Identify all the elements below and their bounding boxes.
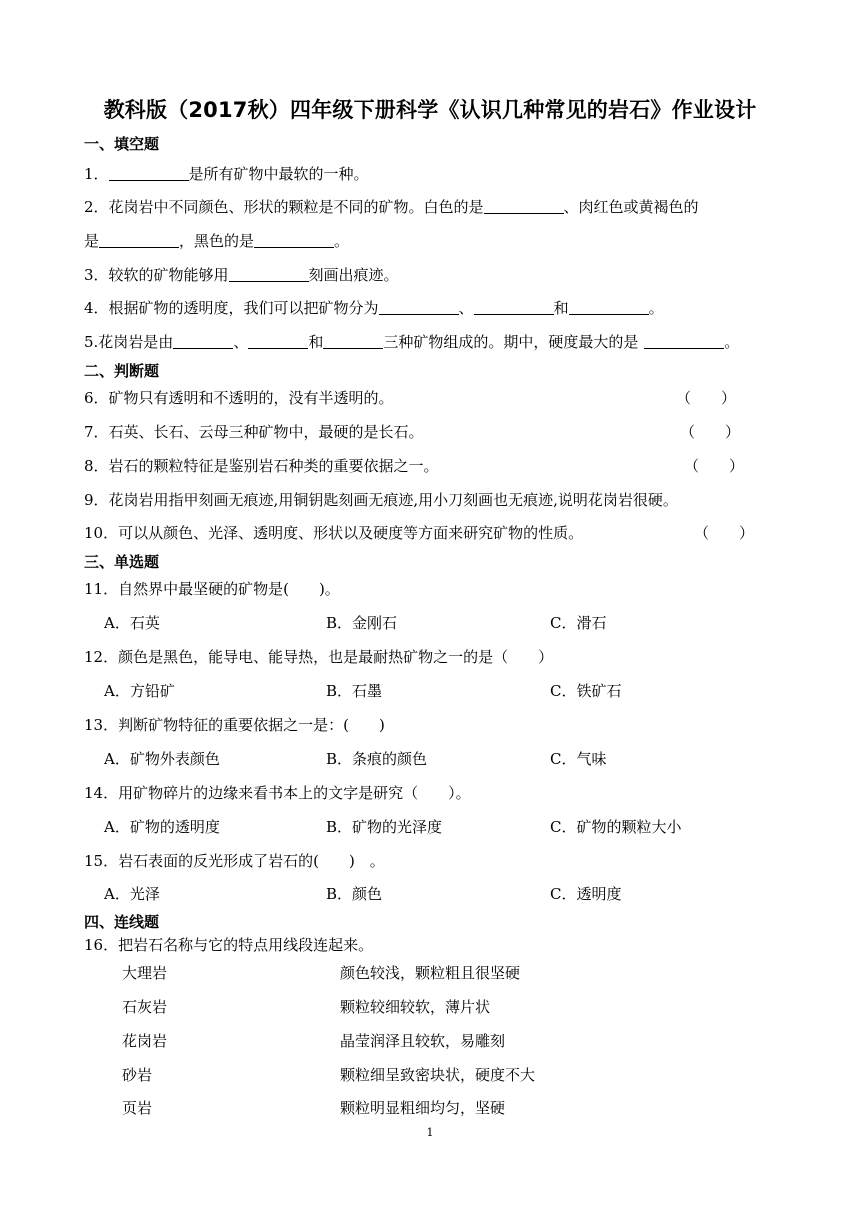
q2-text: 是	[84, 232, 100, 250]
option-c[interactable]: C．滑石	[550, 614, 607, 632]
question-4	[84, 297, 664, 318]
option-c[interactable]: C．矿物的颗粒大小	[550, 818, 682, 836]
option-c[interactable]: C．铁矿石	[550, 682, 622, 700]
question-16: 16．把岩石名称与它的特点用线段连起来。	[84, 936, 374, 954]
option-b[interactable]: B．矿物的光泽度	[326, 818, 443, 836]
question-6: 6．矿物只有透明和不透明的，没有半透明的。	[84, 389, 394, 407]
answer-blank[interactable]	[474, 299, 554, 315]
option-c[interactable]: C．透明度	[550, 885, 622, 903]
q4-text: 和	[553, 299, 569, 317]
section-choice-heading: 三、单选题	[84, 553, 160, 571]
question-10: 10．可以从颜色、光泽、透明度、形状以及硬度等方面来研究矿物的性质。	[84, 524, 584, 542]
q4-text: 。	[648, 299, 664, 317]
q3-text: 3．较软的矿物能够用	[84, 266, 229, 284]
q5-text: 三种矿物组成的。期中，硬度最大的是	[383, 333, 639, 351]
answer-blank[interactable]	[254, 232, 334, 248]
rock-name-item[interactable]: 砂岩	[122, 1066, 153, 1084]
question-8: 8．岩石的颗粒特征是鉴别岩石种类的重要依据之一。	[84, 457, 439, 475]
q1-number: 1．	[84, 165, 109, 183]
q2-text: 。	[334, 232, 350, 250]
q5-text: 和	[308, 333, 324, 351]
answer-parentheses[interactable]: （ ）	[694, 524, 755, 542]
option-b[interactable]: B．颜色	[326, 885, 383, 903]
rock-name-item[interactable]: 花岗岩	[122, 1032, 168, 1050]
answer-parentheses[interactable]: （ ）	[684, 457, 745, 475]
question-2-line-2	[84, 230, 349, 251]
q5-text: 、	[233, 333, 249, 351]
question-1	[84, 163, 369, 184]
question-2-line-1	[84, 196, 699, 217]
question-5	[84, 331, 739, 352]
question-13: 13．判断矿物特征的重要依据之一是：( )	[84, 716, 385, 734]
q2-text: 、肉红色或黄褐色的	[563, 198, 699, 216]
answer-blank[interactable]	[323, 333, 383, 349]
question-7: 7．石英、长石、云母三种矿物中，最硬的是长石。	[84, 423, 424, 441]
answer-blank[interactable]	[248, 333, 308, 349]
page-title: 教科版（2017秋）四年级下册科学《认识几种常见的岩石》作业设计	[103, 98, 757, 122]
rock-trait-item[interactable]: 颗粒明显粗细均匀，坚硬	[340, 1099, 506, 1117]
section-match-heading: 四、连线题	[84, 913, 160, 931]
rock-trait-item[interactable]: 颗粒细呈致密块状，硬度不大	[340, 1066, 536, 1084]
q5-text: 。	[724, 333, 740, 351]
answer-blank[interactable]	[484, 198, 564, 214]
option-b[interactable]: B．条痕的颜色	[326, 750, 428, 768]
q5-text: 5.花岗岩是由	[84, 333, 174, 351]
answer-parentheses[interactable]: （ ）	[680, 423, 741, 441]
option-a[interactable]: A．石英	[104, 614, 160, 632]
option-b[interactable]: B．金刚石	[326, 614, 398, 632]
option-b[interactable]: B．石墨	[326, 682, 383, 700]
q4-text: 、	[458, 299, 474, 317]
q2-text: ，黑色的是	[179, 232, 255, 250]
rock-name-item[interactable]: 石灰岩	[122, 998, 168, 1016]
rock-trait-item[interactable]: 颜色较浅，颗粒粗且很坚硬	[340, 964, 521, 982]
question-9: 9．花岗岩用指甲刻画无痕迹,用铜钥匙刻画无痕迹,用小刀刻画也无痕迹,说明花岗岩很硬。	[84, 491, 678, 509]
rock-name-item[interactable]: 大理岩	[122, 964, 168, 982]
answer-blank[interactable]	[644, 333, 724, 349]
rock-trait-item[interactable]: 晶莹润泽且较软，易雕刻	[340, 1032, 506, 1050]
q4-text: 4．根据矿物的透明度，我们可以把矿物分为	[84, 299, 379, 317]
question-14: 14．用矿物碎片的边缘来看书本上的文字是研究（ ）。	[84, 784, 471, 802]
answer-blank[interactable]	[109, 165, 189, 181]
answer-parentheses[interactable]: （ ）	[676, 389, 737, 407]
answer-blank[interactable]	[569, 299, 649, 315]
question-15: 15．岩石表面的反光形成了岩石的( ) 。	[84, 852, 385, 870]
option-c[interactable]: C．气味	[550, 750, 607, 768]
rock-trait-item[interactable]: 颗粒较细较软，薄片状	[340, 998, 491, 1016]
option-a[interactable]: A．方铅矿	[104, 682, 175, 700]
answer-blank[interactable]	[99, 232, 179, 248]
page-number: 1	[426, 1126, 434, 1139]
section-fill-heading: 一、填空题	[84, 135, 160, 153]
q1-text: 是所有矿物中最软的一种。	[188, 165, 369, 183]
q2-text: 2．花岗岩中不同颜色、形状的颗粒是不同的矿物。白色的是	[84, 198, 484, 216]
option-a[interactable]: A．矿物的透明度	[104, 818, 220, 836]
question-11: 11．自然界中最坚硬的矿物是( )。	[84, 580, 340, 598]
option-a[interactable]: A．矿物外表颜色	[104, 750, 220, 768]
answer-blank[interactable]	[379, 299, 459, 315]
answer-blank[interactable]	[229, 266, 309, 282]
section-judge-heading: 二、判断题	[84, 362, 160, 380]
answer-blank[interactable]	[173, 333, 233, 349]
question-12: 12．颜色是黑色，能导电、能导热，也是最耐热矿物之一的是（ ）	[84, 648, 554, 666]
q3-text: 刻画出痕迹。	[308, 266, 399, 284]
question-3	[84, 264, 399, 285]
rock-name-item[interactable]: 页岩	[122, 1099, 153, 1117]
option-a[interactable]: A．光泽	[104, 885, 160, 903]
